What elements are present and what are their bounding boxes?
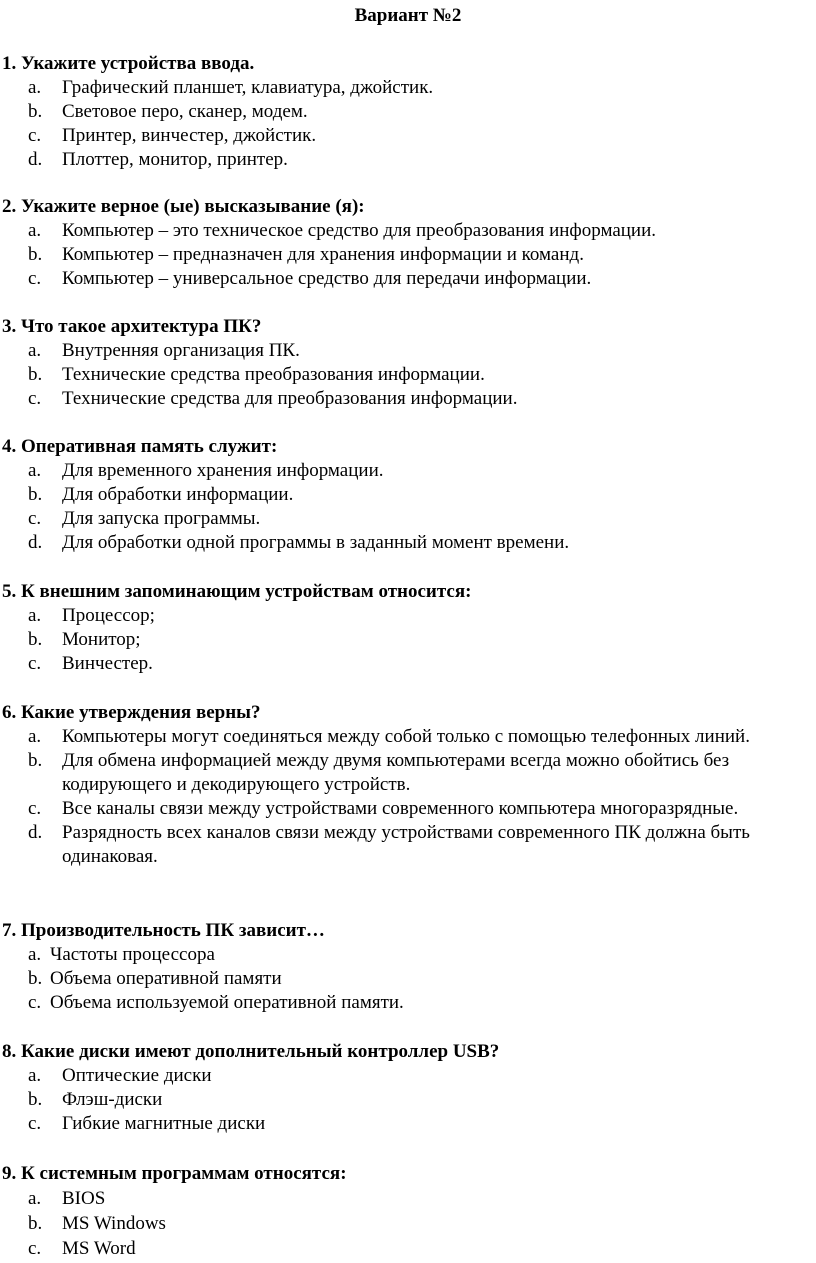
option-letter: b.: [28, 1089, 43, 1110]
question-heading: 1. Укажите устройства ввода.: [2, 53, 255, 74]
option-letter: b.: [28, 484, 43, 505]
answer-option: [0, 1112, 816, 1136]
question-heading: 4. Оперативная память служит:: [2, 436, 278, 457]
option-letter: d.: [28, 822, 43, 843]
option-text: Компьютер – это техническое средство для преобразования информации.: [62, 220, 657, 241]
question-heading: 5. К внешним запоминающим устройствам относится:: [2, 581, 472, 602]
answer-option: [0, 749, 816, 797]
option-letter: b.: [28, 101, 43, 122]
answer-option: [0, 725, 816, 749]
question-7: [0, 919, 816, 1015]
option-letter: c.: [28, 508, 42, 529]
option-letter: c.: [28, 125, 42, 146]
option-letter: b.: [28, 750, 43, 771]
answer-option: [0, 1236, 816, 1261]
option-letter: a.: [28, 460, 42, 481]
option-letter: a.: [28, 77, 42, 98]
option-text: Процессор;: [62, 605, 155, 626]
answer-options: [0, 604, 816, 676]
answer-option: [0, 628, 816, 652]
answer-option: [0, 1064, 816, 1088]
answer-option: [0, 100, 816, 124]
option-letter: a.: [28, 340, 42, 361]
option-text: Для обработки информации.: [62, 484, 294, 505]
question-heading: 7. Производительность ПК зависит…: [2, 920, 325, 941]
option-text: Технические средства для преобразования информации.: [62, 388, 518, 409]
option-letter: b.: [28, 244, 43, 265]
option-letter: b.: [28, 629, 43, 650]
option-text: Все каналы связи между устройствами современного компьютера многоразрядные.: [62, 798, 739, 819]
question-8: [0, 1040, 816, 1136]
option-text: Принтер, винчестер, джойстик.: [62, 125, 317, 146]
option-text: MS Word: [62, 1238, 136, 1259]
answer-option: [0, 363, 816, 387]
option-text: Плоттер, монитор, принтер.: [62, 149, 288, 170]
option-text: Оптические диски: [62, 1065, 212, 1086]
answer-option: [0, 243, 816, 267]
answer-option: [0, 483, 816, 507]
option-text: Монитор;: [62, 629, 141, 650]
option-text: Для запуска программы.: [62, 508, 261, 529]
option-letter: a.: [28, 944, 42, 965]
answer-option: [0, 1186, 816, 1211]
option-letter: b.: [28, 968, 43, 989]
answer-option: [0, 991, 816, 1015]
answer-option: [0, 1211, 816, 1236]
answer-option: [0, 531, 816, 555]
option-letter: d.: [28, 149, 43, 170]
option-letter: c.: [28, 388, 42, 409]
option-letter: c.: [28, 798, 42, 819]
answer-options: [0, 339, 816, 411]
option-text: Технические средства преобразования информации.: [62, 364, 485, 385]
answer-options: [0, 1186, 816, 1261]
option-letter: a.: [28, 605, 42, 626]
document-title: Вариант №2: [354, 5, 462, 26]
question-heading: 3. Что такое архитектура ПК?: [2, 316, 262, 337]
answer-option: [0, 797, 816, 821]
option-letter: a.: [28, 1065, 42, 1086]
answer-option: [0, 387, 816, 411]
question-2: [0, 195, 816, 291]
answer-options: [0, 943, 816, 1015]
answer-options: [0, 76, 816, 172]
option-text: Разрядность всех каналов связи между устройствами современного ПК должна быть одинаковая.: [62, 822, 750, 867]
question-6: [0, 701, 816, 869]
option-text: BIOS: [62, 1188, 106, 1209]
option-letter: c.: [28, 268, 42, 289]
answer-option: [0, 148, 816, 172]
answer-options: [0, 219, 816, 291]
option-text: Объема используемой оперативной памяти.: [50, 992, 404, 1013]
option-text: MS Windows: [62, 1213, 166, 1234]
option-text: Световое перо, сканер, модем.: [62, 101, 308, 122]
option-text: Для обмена информацией между двумя компьютерами всегда можно обойтись без кодирующего и декодирующего устройств.: [62, 750, 730, 795]
question-9: [0, 1162, 816, 1261]
answer-option: [0, 943, 816, 967]
question-5: [0, 580, 816, 676]
question-heading: 9. К системным программам относятся:: [2, 1163, 347, 1184]
question-4: [0, 435, 816, 555]
option-text: Для временного хранения информации.: [62, 460, 384, 481]
question-3: [0, 315, 816, 411]
answer-option: [0, 76, 816, 100]
option-text: Графический планшет, клавиатура, джойстик.: [62, 77, 434, 98]
option-letter: a.: [28, 1188, 42, 1209]
option-letter: c.: [28, 992, 42, 1013]
answer-option: [0, 459, 816, 483]
option-text: Гибкие магнитные диски: [62, 1113, 266, 1134]
answer-options: [0, 1064, 816, 1136]
option-text: Компьютер – предназначен для хранения информации и команд.: [62, 244, 584, 265]
answer-options: [0, 459, 816, 555]
option-text: Объема оперативной памяти: [50, 968, 282, 989]
option-letter: a.: [28, 726, 42, 747]
answer-option: [0, 267, 816, 291]
option-letter: b.: [28, 1213, 43, 1234]
question-heading: 8. Какие диски имеют дополнительный контроллер USB?: [2, 1041, 500, 1062]
answer-option: [0, 652, 816, 676]
answer-option: [0, 124, 816, 148]
option-text: Частоты процессора: [50, 944, 215, 965]
answer-option: [0, 339, 816, 363]
question-1: [0, 52, 816, 172]
option-letter: b.: [28, 364, 43, 385]
option-letter: a.: [28, 220, 42, 241]
option-text: Винчестер.: [62, 653, 153, 674]
option-letter: c.: [28, 1113, 42, 1134]
question-heading: 6. Какие утверждения верны?: [2, 702, 261, 723]
answer-option: [0, 1088, 816, 1112]
question-heading: 2. Укажите верное (ые) высказывание (я):: [2, 196, 365, 217]
option-text: Внутренняя организация ПК.: [62, 340, 300, 361]
option-text: Для обработки одной программы в заданный момент времени.: [62, 532, 570, 553]
answer-option: [0, 821, 816, 869]
answer-option: [0, 604, 816, 628]
option-text: Флэш-диски: [62, 1089, 163, 1110]
option-letter: c.: [28, 1238, 42, 1259]
answer-option: [0, 219, 816, 243]
option-letter: c.: [28, 653, 42, 674]
answer-options: [0, 725, 816, 869]
option-text: Компьютеры могут соединяться между собой только с помощью телефонных линий.: [62, 726, 750, 747]
answer-option: [0, 967, 816, 991]
option-letter: d.: [28, 532, 43, 553]
option-text: Компьютер – универсальное средство для передачи информации.: [62, 268, 592, 289]
answer-option: [0, 507, 816, 531]
